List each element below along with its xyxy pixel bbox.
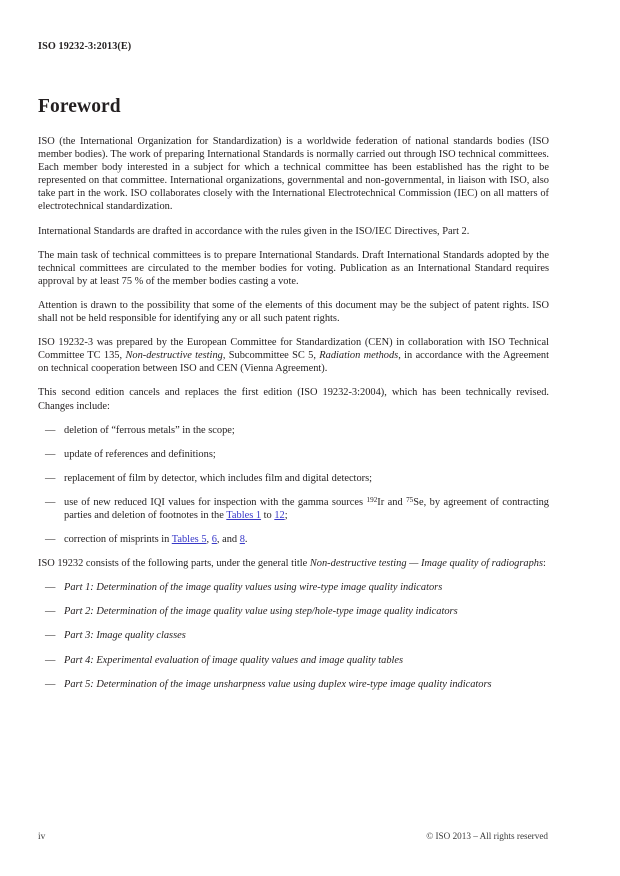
em-dash-bullet-icon: — (45, 534, 56, 546)
isotope-superscript-75: 75 (406, 495, 414, 504)
page-title: Foreword (38, 96, 121, 117)
general-title-italic: Non-destructive testing — Image quality of radiographs (309, 558, 544, 570)
iqi-text-part-1: use of new reduced IQI values for inspection with the gamma sources (64, 496, 367, 508)
copyright-notice: © ISO 2013 – All rights reserved (426, 831, 548, 841)
preparation-text-part-3: , in accordance with the Agreement on technical cooperation between ISO and CEN (Vienna Agreement). (38, 350, 550, 375)
iqi-text-part-3: Se, by agreement of contracting parties and deletion of footnotes in the (64, 496, 550, 521)
changes-list (38, 424, 549, 547)
parts-intro-text-part-2: : (543, 558, 546, 570)
document-header-reference: ISO 19232-3:2013(E) (38, 41, 132, 52)
list-item (38, 629, 549, 642)
preparation-text-part-1: ISO 19232-3 was prepared by the European Committee for Standardization (CEN) in collaboration with ISO Technical Committee TC 135, (38, 337, 549, 362)
foreword-body (38, 135, 549, 691)
list-item (38, 654, 549, 667)
em-dash-bullet-icon: — (45, 630, 56, 642)
misprints-text-part-1: correction of misprints in (64, 534, 172, 546)
iqi-text-part-2: Ir and (377, 496, 407, 508)
list-item (38, 533, 549, 546)
paragraph-second-edition: This second edition cancels and replaces the first edition (ISO 19232-3:2004), which has been technically revised. Changes include: (38, 387, 549, 412)
change-item-text (64, 497, 549, 521)
em-dash-bullet-icon: — (45, 654, 56, 666)
em-dash-bullet-icon: — (45, 496, 56, 508)
paragraph-iso-description: ISO (the International Organization for Standardization) is a worldwide federation of national standards bodies (ISO member bodies). The work of preparing International Standards is normally carried out through ISO technical committees. Each member body interested in a subject for which a technical committee has been established has the right to be represented on that committee. International organizations, governmental and non-governmental, in liaison with ISO, also take part in the work. ISO collaborates closely with the International Electrotechnical Commission (IEC) on all matters of electrotechnical standardization. (38, 136, 549, 213)
isotope-superscript-192: 192 (366, 495, 378, 504)
cross-reference-link-table-12[interactable]: 12 (274, 509, 285, 521)
change-item-text: update of references and definitions; (64, 448, 216, 460)
paragraph-patent-rights: Attention is drawn to the possibility that some of the elements of this document may be the subject of patent rights. ISO shall not be held responsible for identifying any or all such patent rights. (38, 299, 549, 325)
committee-title-italic-1: Non-destructive testing (125, 350, 223, 362)
part-item-text: Part 5: Determination of the image unsharpness value using duplex wire-type image quality indicators (64, 678, 492, 690)
change-item-text (64, 534, 248, 545)
paragraph-main-task: The main task of technical committees is to prepare International Standards. Draft International Standards adopted by the technical committees are circulated to the member bodies for voting. Publication as an International Standard requires approval by at least 75 % of the member bodies casting a vote. (38, 249, 549, 287)
page-number: iv (38, 832, 46, 842)
part-item-text: Part 3: Image quality classes (64, 630, 186, 642)
list-item (38, 581, 549, 594)
parts-intro-text-part-1: ISO 19232 consists of the following parts, under the general title (38, 558, 310, 570)
em-dash-bullet-icon: — (45, 678, 56, 690)
cross-reference-link-tables-1[interactable]: Tables 1 (226, 509, 262, 521)
em-dash-bullet-icon: — (45, 424, 56, 436)
em-dash-bullet-icon: — (45, 472, 56, 484)
preparation-text-part-2: , Subcommittee SC 5, (222, 350, 320, 362)
iqi-text-part-5: ; (284, 509, 288, 521)
list-item (38, 678, 549, 691)
em-dash-bullet-icon: — (45, 448, 56, 460)
misprints-text-part-2: , (206, 534, 212, 546)
list-item (38, 496, 549, 522)
part-item-text: Part 4: Experimental evaluation of image quality values and image quality tables (64, 654, 404, 666)
list-item (38, 472, 549, 485)
cross-reference-link-table-6[interactable]: 6 (211, 534, 217, 546)
misprints-text-part-4: . (244, 534, 248, 546)
page-footer (38, 830, 548, 843)
parts-list (38, 581, 549, 690)
iqi-text-part-4: to (261, 509, 275, 521)
paragraph-parts-intro (38, 557, 549, 570)
paragraph-directives: International Standards are drafted in accordance with the rules given in the ISO/IEC Directives, Part 2. (38, 225, 470, 237)
paragraph-preparation-committee (38, 336, 549, 375)
cross-reference-link-table-8[interactable]: 8 (239, 534, 245, 546)
list-item (38, 448, 549, 461)
misprints-text-part-3: , and (216, 534, 240, 546)
committee-title-italic-2: Radiation methods (319, 350, 399, 362)
change-item-text: deletion of “ferrous metals” in the scope; (64, 424, 235, 436)
em-dash-bullet-icon: — (45, 582, 56, 594)
list-item (38, 424, 549, 437)
part-item-text: Part 2: Determination of the image quality value using step/hole-type image quality indicators (64, 606, 458, 618)
cross-reference-link-tables-5[interactable]: Tables 5 (171, 534, 207, 546)
list-item (38, 605, 549, 618)
em-dash-bullet-icon: — (45, 606, 56, 618)
part-item-text: Part 1: Determination of the image quality values using wire-type image quality indicators (64, 582, 443, 594)
change-item-text: replacement of film by detector, which includes film and digital detectors; (64, 472, 373, 484)
